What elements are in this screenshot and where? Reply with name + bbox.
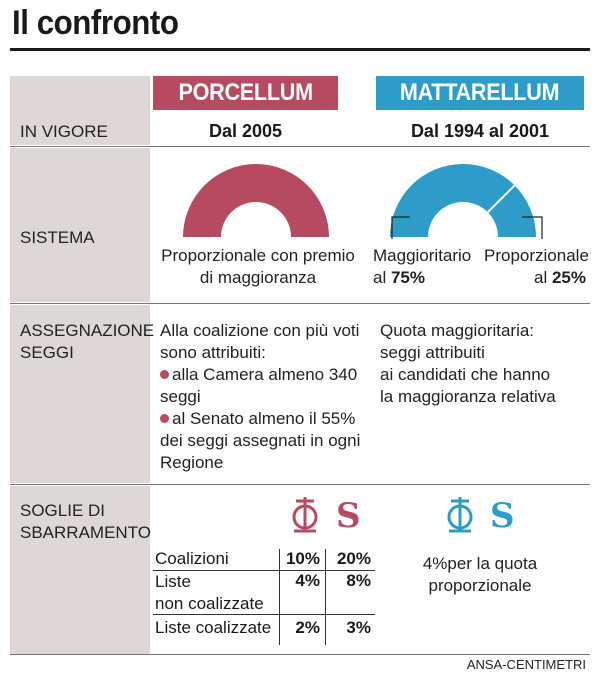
porcellum-assegnazione-text: Alla coalizione con più voti sono attribuiti: alla Camera almeno 340 seggi al Senato almeno il 55% dei seggi assegnati in ogni Regione: [160, 321, 361, 472]
table-cell-senato: 20%: [336, 549, 371, 568]
table-row: [153, 615, 375, 641]
page-title: Il confronto: [12, 4, 179, 42]
table-row: [153, 571, 375, 615]
bullet-icon: [160, 370, 169, 379]
mattarellum-maggioritario-label: Maggioritario al 75%: [373, 246, 472, 287]
senato-logo-mattarellum: S: [490, 496, 515, 536]
table-cell-camera: 2%: [295, 618, 320, 637]
mattarellum-soglie-text: 4%per la quota proporzionale: [422, 554, 538, 595]
table-cell-name: Liste non coalizzate: [155, 572, 264, 613]
porcellum-semicircle: [181, 161, 331, 241]
row-label-in-vigore: IN VIGORE: [20, 122, 108, 141]
table-cell-name: Liste coalizzate: [155, 618, 272, 637]
title-rule: [10, 48, 590, 51]
soglie-table: [153, 549, 375, 641]
row-divider: [10, 146, 590, 147]
table-row: [153, 549, 375, 571]
source-credit: ANSA-CENTIMETRI: [466, 657, 586, 672]
row-divider: [10, 303, 590, 304]
table-cell-senato: 8%: [346, 571, 371, 590]
mattarellum-semicircle: [380, 161, 550, 241]
camera-logo-porcellum: [288, 495, 322, 535]
camera-logo-mattarellum: [443, 495, 477, 535]
porcellum-sistema-text: Proporzionale con premio di maggioranza: [161, 246, 355, 287]
table-cell-camera: 10%: [285, 549, 320, 568]
porcellum-header: PORCELLUM: [153, 76, 338, 110]
porcellum-since: Dal 2005: [208, 121, 283, 141]
table-cell-senato: 3%: [346, 618, 371, 637]
label-column-bg: [10, 148, 150, 302]
mattarellum-assegnazione-text: Quota maggioritaria: seggi attribuiti ai candidati che hanno la maggioranza relativa: [380, 321, 556, 406]
mattarellum-since: Dal 1994 al 2001: [410, 121, 550, 141]
mattarellum-header: MATTARELLUM: [376, 76, 584, 110]
row-label-sistema: SISTEMA: [20, 228, 95, 247]
table-cell-name: Coalizioni: [155, 549, 229, 568]
table-divider: [325, 549, 326, 645]
mattarellum-proporzionale-label: Proporzionale al 25%: [484, 246, 589, 287]
senato-logo-porcellum: S: [336, 496, 361, 536]
bottom-rule: [10, 654, 590, 655]
row-label-soglie: SOGLIE DI SBARRAMENTO: [20, 501, 151, 542]
table-cell-camera: 4%: [295, 571, 320, 590]
table-divider: [279, 549, 280, 645]
row-label-assegnazione: ASSEGNAZIONE SEGGI: [20, 321, 155, 362]
bullet-icon: [160, 414, 169, 423]
row-divider: [10, 484, 590, 485]
